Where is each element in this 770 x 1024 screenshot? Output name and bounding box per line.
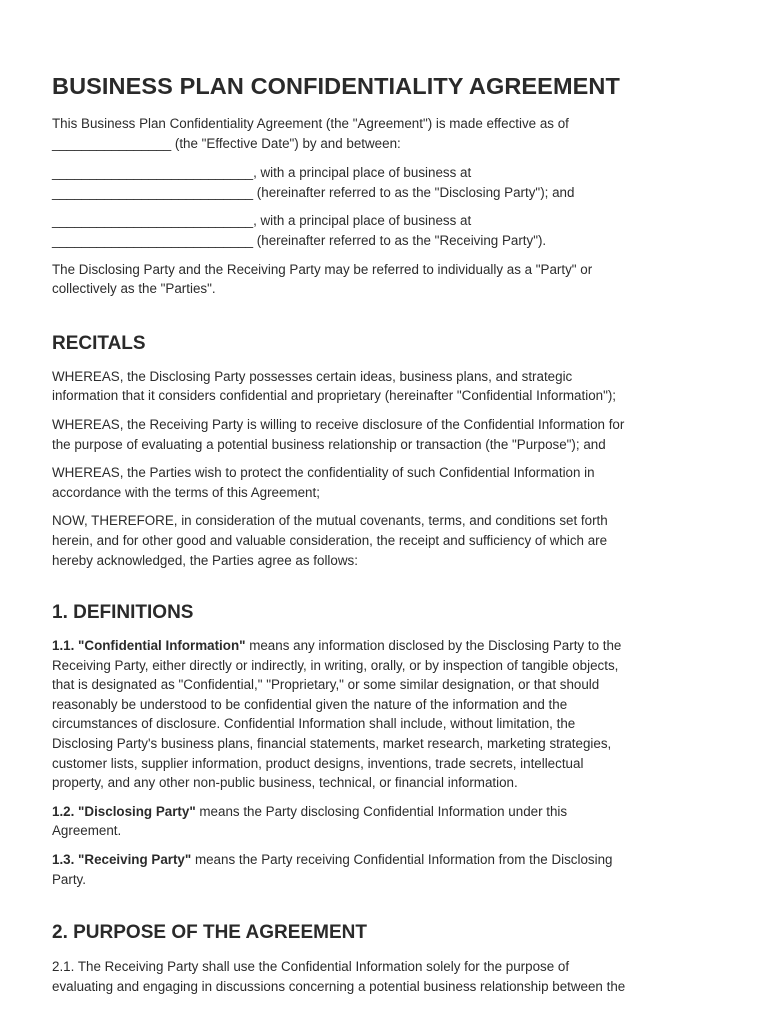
intro-line-2: ________________ (the "Effective Date") by and between:: [52, 135, 401, 151]
recital-paragraph-1: [52, 367, 718, 406]
recital-4-line-1: NOW, THEREFORE, in consideration of the mutual covenants, terms, and conditions set forth: [52, 513, 608, 529]
recital-2-line-1: WHEREAS, the Receiving Party is willing to receive disclosure of the Confidential Information for: [52, 416, 625, 432]
definition-1-1-line-4: reasonably be understood to be confidential given the nature of the information and the: [52, 696, 568, 712]
recital-3-line-2: accordance with the terms of this Agreement;: [52, 484, 320, 500]
disclosing-party-line-2: ___________________________ (hereinafter referred to as the "Disclosing Party"); and: [52, 184, 575, 200]
recitals-heading: RECITALS: [52, 332, 146, 354]
parties-line-1: The Disclosing Party and the Receiving Party may be referred to individually as a "Party" or: [52, 261, 593, 277]
receiving-party-paragraph: [52, 211, 718, 250]
recital-paragraph-3: [52, 463, 718, 502]
definition-1-1-term: 1.1. "Confidential Information": [52, 638, 246, 654]
definition-1-3: [52, 850, 718, 889]
definition-1-2: [52, 802, 718, 841]
definition-1-3-term: 1.3. "Receiving Party": [52, 852, 192, 868]
recital-1-line-2: information that it considers confidential and proprietary (hereinafter "Confidential Information");: [52, 388, 617, 404]
definition-1-1-line-6: Disclosing Party's business plans, financial statements, market research, marketing strategies,: [52, 736, 612, 752]
definition-1-1: [52, 636, 718, 793]
parties-paragraph: [52, 260, 718, 299]
purpose-paragraph-2-1: [52, 957, 718, 996]
disclosing-party-line-1: ___________________________, with a principal place of business at: [52, 165, 472, 181]
recital-paragraph-2: [52, 415, 718, 454]
definition-1-3-line-1: means the Party receiving Confidential Information from the Disclosing: [191, 852, 613, 868]
definition-1-1-line-2: Receiving Party, either directly or indirectly, in writing, orally, or by inspection of tangible objects,: [52, 657, 619, 673]
definition-1-2-line-2: Agreement.: [52, 823, 122, 839]
intro-line-1: This Business Plan Confidentiality Agreement (the "Agreement") is made effective as of: [52, 116, 569, 131]
document-title: BUSINESS PLAN CONFIDENTIALITY AGREEMENT: [52, 73, 620, 99]
purpose-2-1-line-2: evaluating and engaging in discussions concerning a potential business relationship between the: [52, 978, 626, 994]
receiving-party-line-2: ___________________________ (hereinafter referred to as the "Receiving Party").: [52, 232, 547, 248]
definitions-heading: 1. DEFINITIONS: [52, 602, 194, 624]
definition-1-1-line-7: customer lists, supplier information, product designs, inventions, trade secrets, intellectual: [52, 755, 584, 771]
recital-4-line-3: hereby acknowledged, the Parties agree as follows:: [52, 552, 358, 568]
disclosing-party-paragraph: [52, 163, 718, 202]
recital-2-line-2: the purpose of evaluating a potential business relationship or transaction (the "Purpose"); and: [52, 436, 606, 452]
definition-1-2-line-1: means the Party disclosing Confidential Information under this: [195, 803, 568, 819]
definition-1-2-term: 1.2. "Disclosing Party": [52, 803, 196, 819]
definition-1-1-line-3: that is designated as "Confidential," "Proprietary," or some similar designation, or that should: [52, 677, 600, 693]
intro-paragraph: [52, 114, 718, 153]
recital-1-line-1: WHEREAS, the Disclosing Party possesses certain ideas, business plans, and strategic: [52, 368, 573, 384]
definition-1-1-line-1: means any information disclosed by the Disclosing Party to the: [245, 638, 622, 654]
definition-1-1-line-5: circumstances of disclosure. Confidential Information shall include, without limitation, the: [52, 716, 576, 732]
parties-line-2: collectively as the "Parties".: [52, 281, 216, 297]
receiving-party-line-1: ___________________________, with a principal place of business at: [52, 213, 472, 229]
recital-4-line-2: herein, and for other good and valuable consideration, the receipt and sufficiency of which are: [52, 532, 608, 548]
recital-3-line-1: WHEREAS, the Parties wish to protect the confidentiality of such Confidential Information in: [52, 465, 595, 481]
definition-1-1-line-8: property, and any other non-public business, technical, or financial information.: [52, 775, 518, 791]
purpose-2-1-line-1: 2.1. The Receiving Party shall use the Confidential Information solely for the purpose of: [52, 959, 570, 975]
recital-paragraph-4: [52, 511, 718, 570]
definition-1-3-line-2: Party.: [52, 871, 86, 887]
purpose-heading: 2. PURPOSE OF THE AGREEMENT: [52, 922, 367, 944]
